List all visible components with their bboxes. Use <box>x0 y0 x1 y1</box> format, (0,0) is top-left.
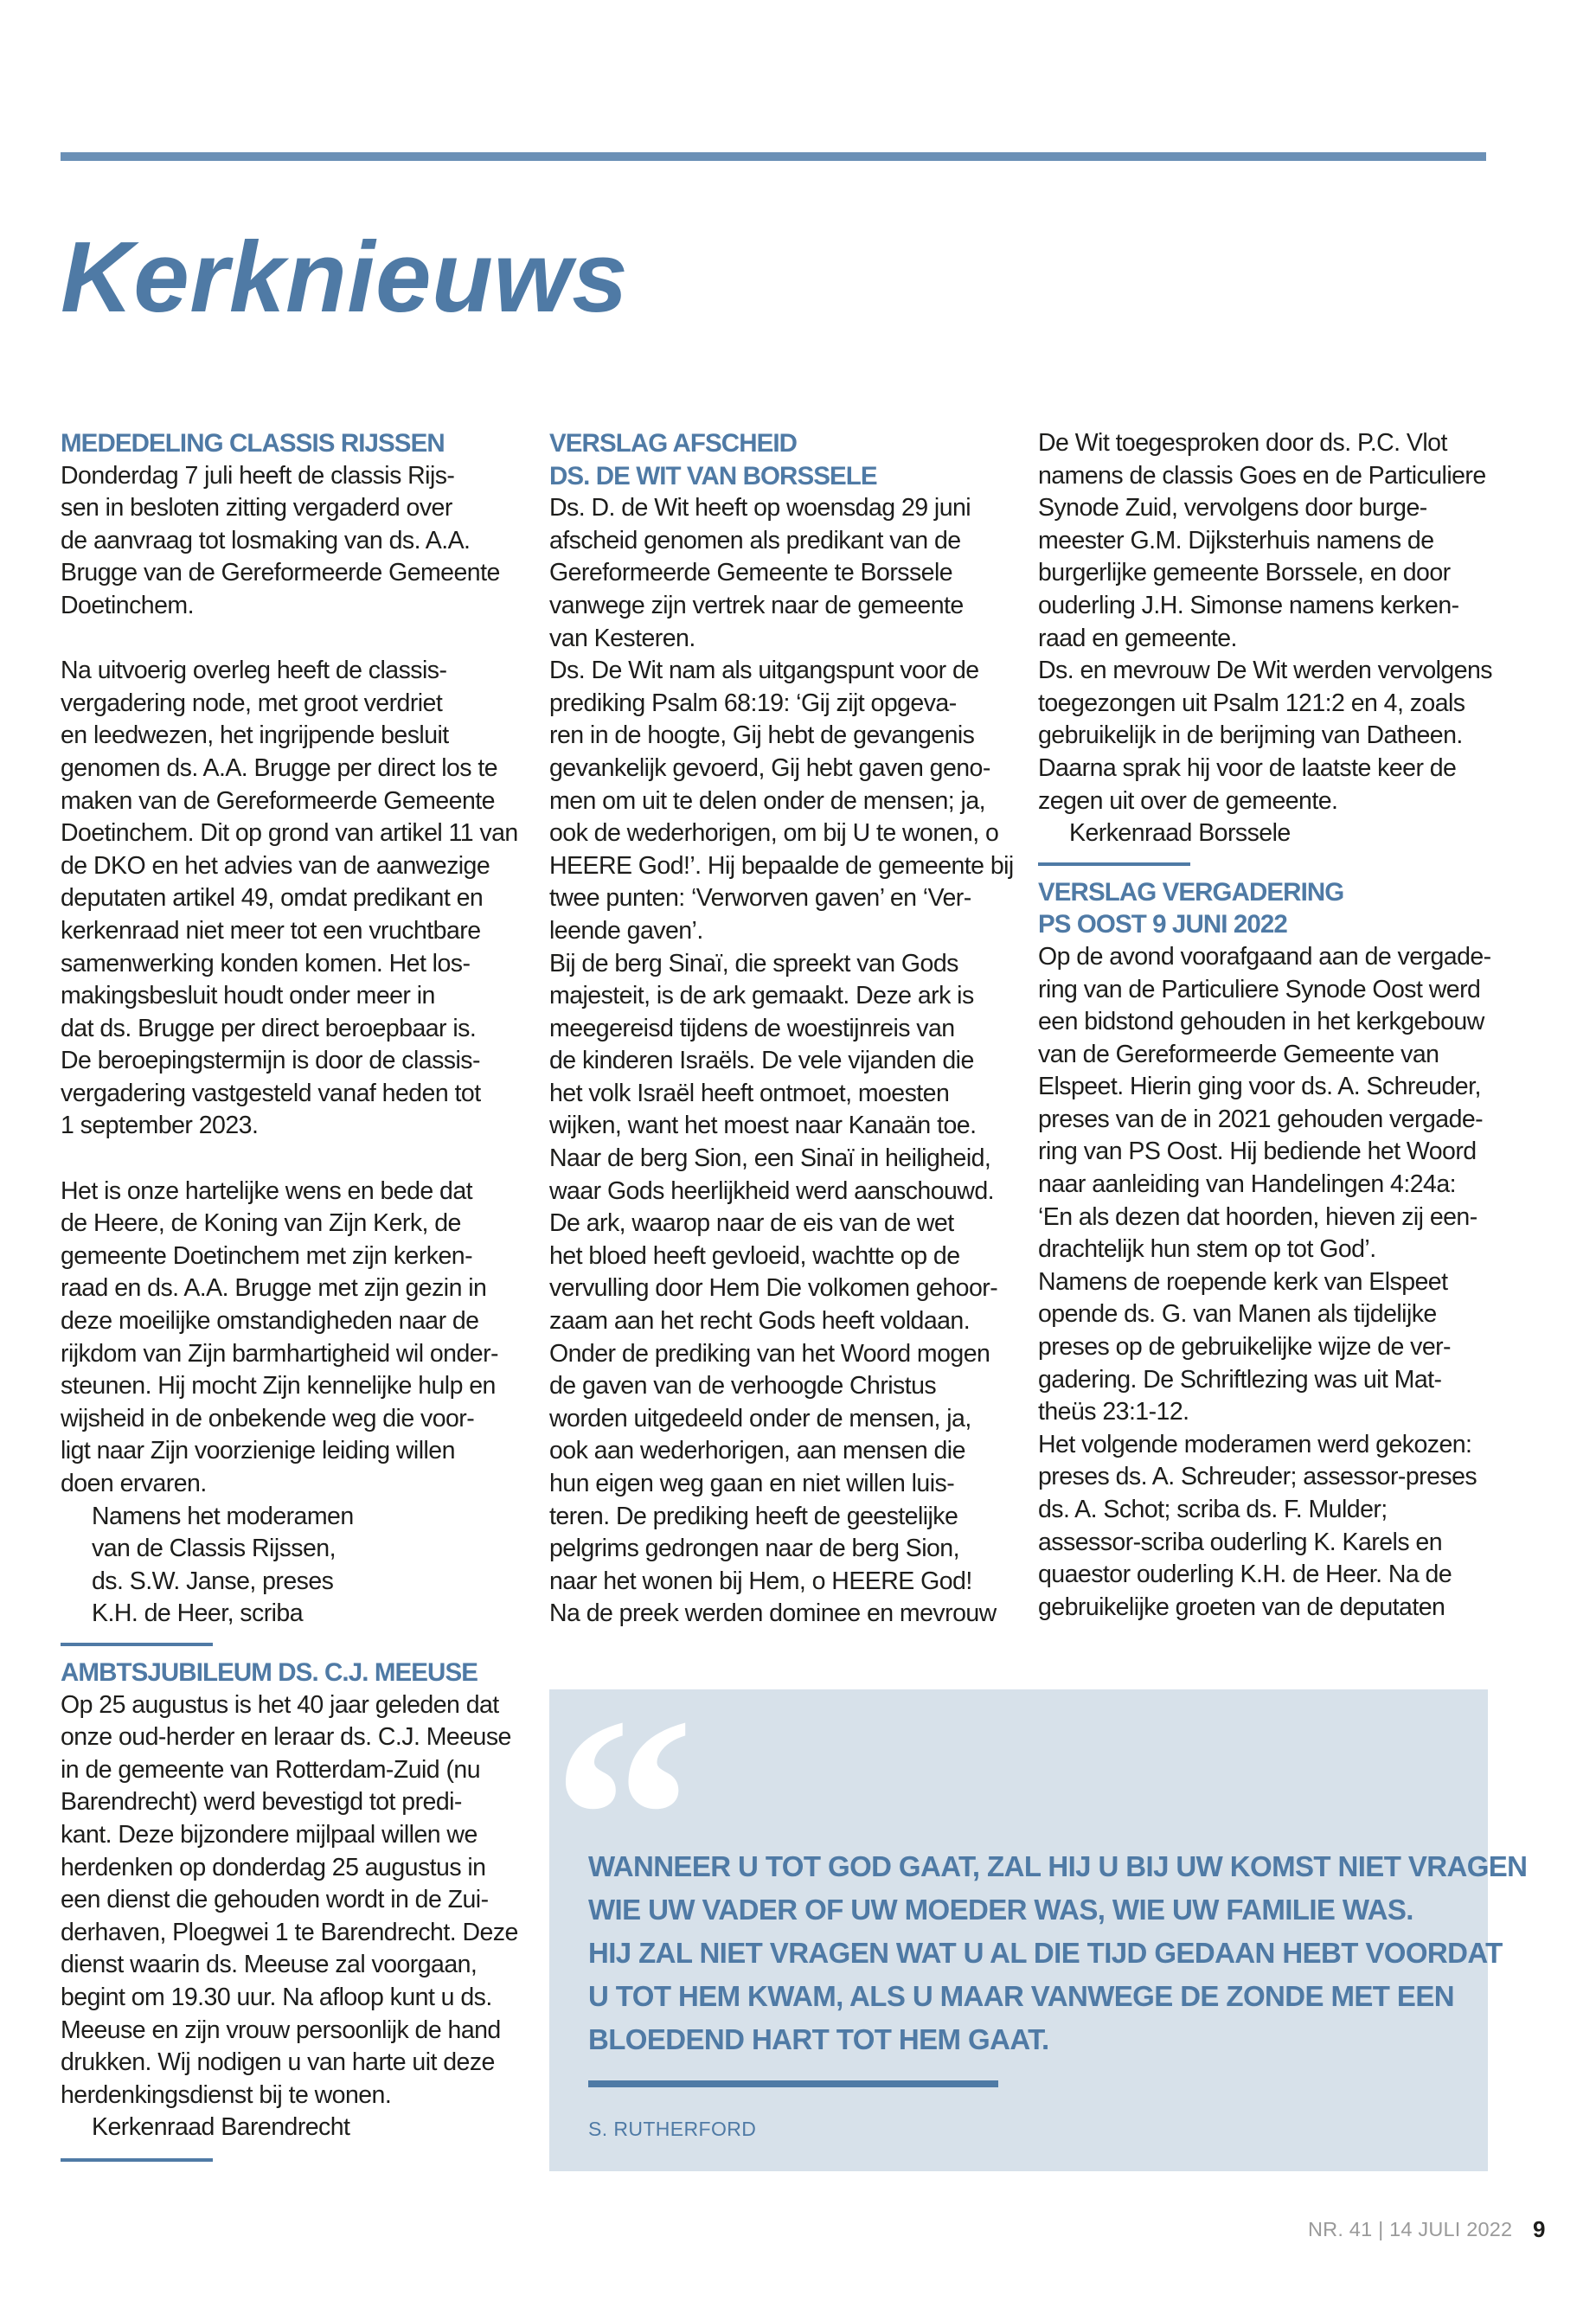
text-line: waar Gods heerlijkheid werd aanschouwd. <box>549 1176 995 1205</box>
text-line: Gereformeerde Gemeente te Borssele <box>549 559 953 587</box>
quote-author: S. RUTHERFORD <box>588 2118 757 2140</box>
text-line: Doetinchem. Dit op grond van artikel 11 van <box>61 819 518 848</box>
text-line: ren in de hoogte, Gij hebt de gevangenis <box>549 721 975 750</box>
text-line: preses van de in 2021 gehouden vergade- <box>1038 1105 1484 1133</box>
text-line: opende ds. G. van Manen als tijdelijke <box>1038 1300 1437 1329</box>
text-line: de DKO en het advies van de aanwezige <box>61 851 490 880</box>
text-line: hun eigen weg gaan en niet willen luis- <box>549 1470 955 1497</box>
text-line: Elspeet. Hierin ging voor ds. A. Schreuder, <box>1038 1073 1481 1101</box>
column-3 <box>1038 427 1492 1624</box>
text-line: gadering. De Schriftlezing was uit Mat- <box>1038 1365 1442 1394</box>
signature-line: van de Classis Rijssen, <box>92 1535 336 1563</box>
text-line: makingsbesluit houdt onder meer in <box>61 982 435 1010</box>
text-line: van de Gereformeerde Gemeente van <box>1038 1040 1439 1068</box>
text-line: Ds. De Wit nam als uitgangspunt voor de <box>549 657 979 685</box>
text-line: De beroepingstermijn is door de classis- <box>61 1047 480 1075</box>
pull-quote-text <box>588 1845 1528 2061</box>
text-line: Onder de prediking van het Woord mogen <box>549 1339 990 1368</box>
text-line: teren. De prediking heeft de geestelijke <box>549 1502 958 1530</box>
text-line: herdenken op donderdag 25 augustus in <box>61 1853 486 1881</box>
text-line: ook aan wederhorigen, aan mensen die <box>549 1437 965 1465</box>
quote-divider <box>588 2080 998 2087</box>
article-ambtsjubileum-signature <box>61 2112 519 2144</box>
text-line: Doetinchem. <box>61 591 194 619</box>
text-line: Ds. D. de Wit heeft op woensdag 29 juni <box>549 494 971 522</box>
text-line: kerkenraad niet meer tot een vruchtbare <box>61 916 481 945</box>
text-line: begint om 19.30 uur. Na afloop kunt u ds. <box>61 1983 492 2011</box>
text-line: het volk Israël heeft ontmoet, moesten <box>549 1079 950 1107</box>
text-line: naar het wonen bij Hem, o HEERE God! <box>549 1567 972 1595</box>
text-line: preses op de gebruikelijke wijze de ver- <box>1038 1333 1452 1362</box>
text-line: de aanvraag tot losmaking van ds. A.A. <box>61 526 471 554</box>
text-line: prediking Psalm 68:19: ‘Gij zijt opgeva- <box>549 689 957 717</box>
signature-line: Namens het moderamen <box>92 1502 354 1530</box>
text-line: U TOT HEM KWAM, ALS U MAAR VANWEGE DE ZONDE MET EEN <box>588 1980 1454 2012</box>
text-line: preses ds. A. Schreuder; assessor-preses <box>1038 1463 1477 1491</box>
text-line: vanwege zijn vertrek naar de gemeente <box>549 591 964 619</box>
text-line: meegereisd tijdens de woestijnreis van <box>549 1014 955 1042</box>
text-line: de Heere, de Koning van Zijn Kerk, de <box>61 1209 461 1238</box>
text-line: de kinderen Israëls. De vele vijanden die <box>549 1047 974 1075</box>
text-line: HEERE God!’. Hij bepaalde de gemeente bij <box>549 851 1014 880</box>
text-line: worden uitgedeeld onder de mensen, ja, <box>549 1404 971 1433</box>
text-line: De Wit toegesproken door ds. P.C. Vlot <box>1038 429 1447 457</box>
text-line: quaestor ouderling K.H. de Heer. Na de <box>1038 1561 1452 1589</box>
text-line: ook de wederhorigen, om bij U te wonen, o <box>549 819 999 848</box>
text-line: Het volgende moderamen werd gekozen: <box>1038 1430 1472 1458</box>
text-line: gemeente Doetinchem met zijn kerken- <box>61 1241 473 1270</box>
text-line: Barendrecht) werd bevestigd tot predi- <box>61 1788 462 1817</box>
text-line: ring van de Particuliere Synode Oost werd <box>1038 975 1481 1003</box>
text-line: steunen. Hij mocht Zijn kennelijke hulp en <box>61 1372 496 1400</box>
text-line: De ark, waarop naar de eis van de wet <box>549 1209 954 1238</box>
text-line: Naar de berg Sion, een Sinaï in heiligheid, <box>549 1144 991 1173</box>
paragraph-gap <box>61 623 519 656</box>
text-line: meester G.M. Dijksterhuis namens de <box>1038 526 1434 554</box>
page-title: Kerknieuws <box>61 221 629 333</box>
text-line: doen ervaren. <box>61 1470 207 1497</box>
text-line: men om uit te delen onder de mensen; ja, <box>549 786 985 815</box>
text-line: naar aanleiding van Handelingen 4:24a: <box>1038 1170 1456 1199</box>
text-line: burgerlijke gemeente Borssele, en door <box>1038 559 1451 587</box>
text-line: dienst waarin ds. Meeuse zal voorgaan, <box>61 1951 478 1979</box>
text-line: vergadering vastgesteld vanaf heden tot <box>61 1079 481 1107</box>
text-line: raad en ds. A.A. Brugge met zijn gezin in <box>61 1274 487 1303</box>
text-line: theüs 23:1-12. <box>1038 1398 1189 1426</box>
text-line: BLOEDEND HART TOT HEM GAAT. <box>588 2023 1049 2055</box>
text-line: deze moeilijke omstandigheden naar de <box>61 1307 479 1336</box>
heading-vergadering-line: PS OOST 9 JUNI 2022 <box>1038 910 1287 939</box>
text-line: WIE UW VADER OF UW MOEDER WAS, WIE UW FAMILIE WAS. <box>588 1894 1413 1926</box>
signature-line: Kerkenraad Barendrecht <box>92 2113 350 2142</box>
text-line: Op de avond voorafgaand aan de vergade- <box>1038 942 1491 971</box>
column-1 <box>61 427 519 2172</box>
page-number: 9 <box>1533 2216 1546 2242</box>
text-line: gebruikelijk in de berijming van Datheen. <box>1038 721 1463 750</box>
section-divider <box>61 1643 213 1646</box>
text-line: gevankelijk gevoerd, Gij hebt gaven geno- <box>549 753 990 782</box>
article-mededeling-body <box>61 460 519 1501</box>
text-line: HIJ ZAL NIET VRAGEN WAT U AL DIE TIJD GEDAAN HEBT VOORDAT <box>588 1937 1503 1969</box>
text-line: Na uitvoerig overleg heeft de classis- <box>61 657 447 685</box>
text-line: leende gaven’. <box>549 916 703 945</box>
text-line: deputaten artikel 49, omdat predikant en <box>61 884 484 913</box>
section-divider <box>61 2158 213 2162</box>
text-line: ds. A. Schot; scriba ds. F. Mulder; <box>1038 1496 1388 1523</box>
text-line: Na de preek werden dominee en mevrouw <box>549 1599 997 1628</box>
text-line: onze oud-herder en leraar ds. C.J. Meeuse <box>61 1723 511 1752</box>
text-line: vergadering node, met groot verdriet <box>61 689 443 717</box>
signature-line: ds. S.W. Janse, preses <box>92 1567 334 1595</box>
text-line: vervulling door Hem Die volkomen gehoor- <box>549 1274 998 1303</box>
text-line: drachtelijk hun stem op tot God’. <box>1038 1235 1376 1264</box>
article-afscheid-body-continued <box>1038 427 1492 817</box>
text-line: kant. Deze bijzondere mijlpaal willen we <box>61 1820 478 1849</box>
text-line: ligt naar Zijn voorzienige leiding willen <box>61 1437 455 1465</box>
text-line: een dienst die gehouden wordt in de Zui- <box>61 1886 489 1914</box>
text-line: het bloed heeft gevloeid, wachtte op de <box>549 1241 960 1270</box>
paragraph-gap <box>61 1143 519 1176</box>
text-line: toegezongen uit Psalm 121:2 en 4, zoals <box>1038 689 1465 717</box>
text-line: de gaven van de verhoogde Christus <box>549 1372 937 1400</box>
text-line: herdenkingsdienst bij te wonen. <box>61 2080 392 2109</box>
text-line: samenwerking konden komen. Het los- <box>61 949 471 977</box>
signature-line: K.H. de Heer, scriba <box>92 1599 304 1628</box>
signature-line: Kerkenraad Borssele <box>1069 819 1291 848</box>
text-line: Daarna sprak hij voor de laatste keer de <box>1038 753 1457 782</box>
text-line: assessor-scriba ouderling K. Karels en <box>1038 1528 1442 1556</box>
footer-issue: NR. 41 | 14 JULI 2022 <box>1308 2218 1513 2240</box>
text-line: in de gemeente van Rotterdam-Zuid (nu <box>61 1755 481 1784</box>
quote-mark-icon: “ <box>552 1659 695 1975</box>
article-afscheid-signature <box>1038 817 1492 850</box>
text-line: sen in besloten zitting vergaderd over <box>61 494 452 522</box>
text-line: dat ds. Brugge per direct beroepbaar is. <box>61 1014 477 1042</box>
text-line: Meeuse en zijn vrouw persoonlijk de hand <box>61 2016 501 2044</box>
text-line: en leedwezen, het ingrijpende besluit <box>61 721 449 750</box>
article-afscheid-body <box>549 492 1016 1631</box>
column-2 <box>549 427 1016 1631</box>
text-line: ring van PS Oost. Hij bediende het Woord <box>1038 1138 1477 1166</box>
text-line: maken van de Gereformeerde Gemeente <box>61 786 495 815</box>
text-line: Het is onze hartelijke wens en bede dat <box>61 1176 473 1205</box>
text-line: gebruikelijke groeten van de deputaten <box>1038 1593 1445 1621</box>
section-divider <box>1038 862 1190 866</box>
text-line: van Kesteren. <box>549 624 695 652</box>
article-vergadering-body <box>1038 941 1492 1624</box>
top-rule <box>61 152 1486 161</box>
text-line: rijkdom van Zijn barmhartigheid wil onder- <box>61 1339 498 1368</box>
heading-vergadering-line: VERSLAG VERGADERING <box>1038 877 1344 907</box>
text-line: wijsheid in de onbekende weg die voor- <box>61 1404 475 1433</box>
text-line: raad en gemeente. <box>1038 624 1237 652</box>
text-line: 1 september 2023. <box>61 1112 259 1140</box>
text-line: Synode Zuid, vervolgens door burge- <box>1038 494 1427 522</box>
text-line: namens de classis Goes en de Particuliere <box>1038 461 1486 490</box>
text-line: ‘En als dezen dat hoorden, hieven zij een- <box>1038 1202 1477 1231</box>
text-line: Brugge van de Gereformeerde Gemeente <box>61 559 500 587</box>
text-line: Namens de roepende kerk van Elspeet <box>1038 1267 1448 1296</box>
text-line: twee punten: ‘Verworven gaven’ en ‘Ver- <box>549 884 971 913</box>
heading-afscheid-line: DS. DE WIT VAN BORSSELE <box>549 461 877 490</box>
text-line: derhaven, Ploegwei 1 te Barendrecht. Deze <box>61 1918 518 1946</box>
text-line: Bij de berg Sinaï, die spreekt van Gods <box>549 949 958 977</box>
text-line: pelgrims gedrongen naar de berg Sion, <box>549 1535 959 1563</box>
heading-ambtsjubileum: AMBTSJUBILEUM DS. C.J. MEEUSE <box>61 1657 478 1687</box>
text-line: Donderdag 7 juli heeft de classis Rijs- <box>61 461 455 490</box>
article-mededeling-signature <box>61 1501 519 1631</box>
text-line: WANNEER U TOT GOD GAAT, ZAL HIJ U BIJ UW KOMST NIET VRAGEN <box>588 1850 1528 1882</box>
text-line: Op 25 augustus is het 40 jaar geleden dat <box>61 1690 499 1719</box>
text-line: wijken, want het moest naar Kanaän toe. <box>549 1112 977 1140</box>
text-line: Ds. en mevrouw De Wit werden vervolgens <box>1038 657 1493 685</box>
text-line: een bidstond gehouden in het kerkgebouw <box>1038 1008 1484 1036</box>
article-ambtsjubileum-body <box>61 1689 519 2112</box>
text-line: drukken. Wij nodigen u van harte uit deze <box>61 2048 495 2077</box>
text-line: zegen uit over de gemeente. <box>1038 786 1338 815</box>
heading-mededeling: MEDEDELING CLASSIS RIJSSEN <box>61 429 445 458</box>
text-line: majesteit, is de ark gemaakt. Deze ark is <box>549 982 974 1010</box>
text-line: ouderling J.H. Simonse namens kerken- <box>1038 591 1459 619</box>
text-line: afscheid genomen als predikant van de <box>549 526 961 554</box>
text-line: zaam aan het recht Gods heeft voldaan. <box>549 1307 971 1336</box>
heading-afscheid-line: VERSLAG AFSCHEID <box>549 429 798 458</box>
text-line: genomen ds. A.A. Brugge per direct los te <box>61 753 498 782</box>
